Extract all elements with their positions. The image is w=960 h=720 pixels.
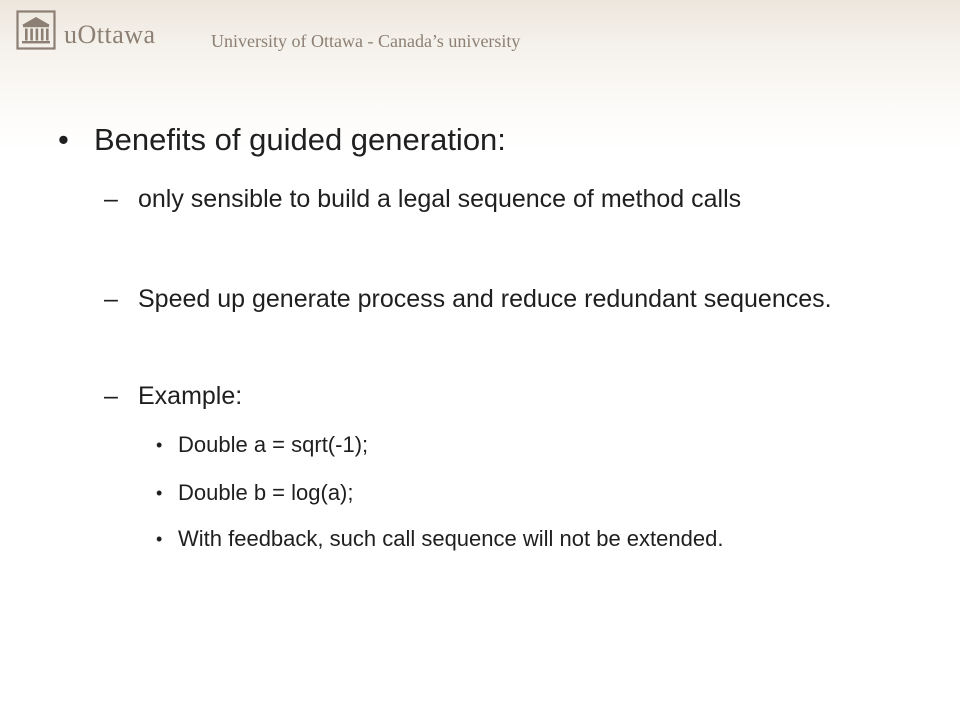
dash-icon: –: [104, 285, 118, 313]
tagline: University of Ottawa - Canada’s university: [211, 31, 521, 51]
main-bullet-text: Benefits of guided generation:: [94, 122, 506, 157]
dash-icon: –: [104, 382, 118, 410]
sub-point-text: Speed up generate process and reduce redundant sequences.: [138, 285, 832, 313]
sub-point-text: only sensible to build a legal sequence of method calls: [138, 185, 742, 213]
example-point-text: With feedback, such call sequence will not be extended.: [178, 526, 724, 551]
bullet-icon: •: [58, 122, 69, 157]
brand-name: uOttawa: [64, 20, 156, 49]
bullet-icon: •: [156, 529, 163, 549]
bullet-icon: •: [156, 483, 163, 503]
example-point-text: Double b = log(a);: [178, 480, 354, 505]
sub-point-text: Example:: [138, 382, 243, 410]
dash-icon: –: [104, 185, 118, 213]
bullet-icon: •: [156, 435, 163, 455]
example-point-text: Double a = sqrt(-1);: [178, 432, 369, 457]
